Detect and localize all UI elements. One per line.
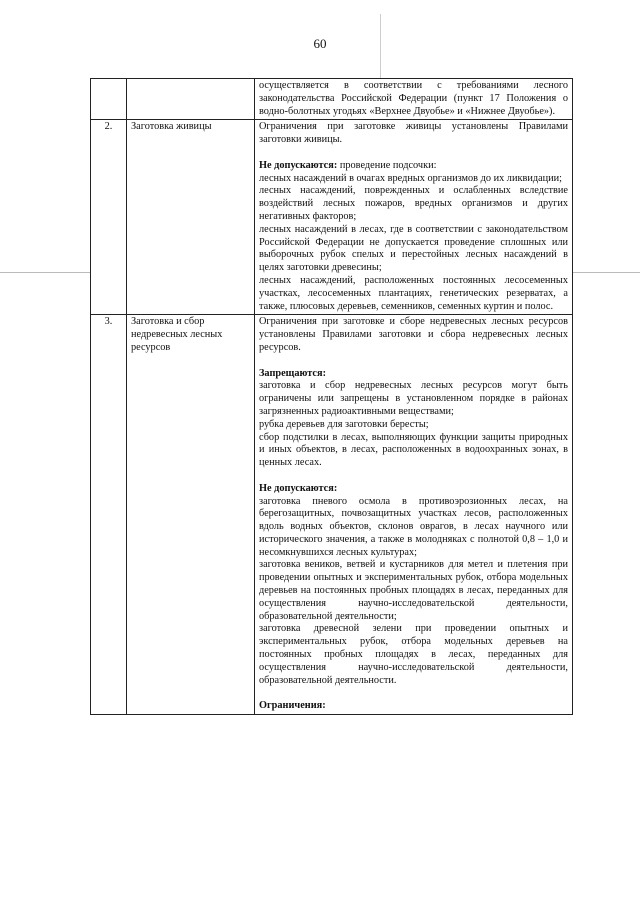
paragraph-text: лесных насаждений, расположенных постоянных лесосеменных участках, лесосеменных плантациях, генетических резерватах, а также, плюсовых деревьев, семенников, семенных куртин и полос. xyxy=(259,274,568,312)
table-row xyxy=(91,120,573,315)
section-heading: Ограничения: xyxy=(259,700,326,712)
restriction-paragraph xyxy=(259,559,568,623)
restriction-paragraph xyxy=(259,380,568,418)
restriction-paragraph xyxy=(259,368,568,381)
regulations-table xyxy=(90,78,573,715)
restriction-paragraph xyxy=(259,185,568,223)
restrictions-cell xyxy=(255,315,573,715)
section-heading: Не допускаются: xyxy=(259,482,338,494)
restrictions-cell xyxy=(255,120,573,315)
section-heading: Не допускаются: xyxy=(259,159,338,171)
scan-artifact-line xyxy=(0,272,90,273)
activity-name-cell: Заготовка живицы xyxy=(127,120,255,315)
restriction-paragraph xyxy=(259,700,568,713)
restriction-paragraph xyxy=(259,275,568,313)
page-number: 60 xyxy=(313,36,327,51)
paragraph-text: осуществляется в соответствии с требованиями лесного законодательства Российской Федерации (пункт 17 Положения о водно-болотных угодьях «Верхнее Двуобье» и «Нижнее Двуобье»). xyxy=(259,80,568,117)
row-number-cell: 2. xyxy=(91,120,127,315)
restriction-paragraph xyxy=(259,224,568,275)
activity-name-cell: Заготовка и сбор недревесных лесных ресурсов xyxy=(127,315,255,715)
restriction-paragraph xyxy=(259,121,568,147)
paragraph-text: заготовка веников, ветвей и кустарников для метел и плетения при проведении опытных и экспериментальных рубок, отбора модельных деревьев на постоянных пробных площадях в лесах, переданных для осуществления научно-исследовательской деятельности, образовательной деятельности; xyxy=(259,559,568,622)
restriction-paragraph xyxy=(259,80,568,118)
section-heading: Запрещаются: xyxy=(259,367,327,379)
restriction-paragraph xyxy=(259,160,568,173)
activity-name-cell xyxy=(127,79,255,120)
scan-artifact-line xyxy=(572,272,640,273)
restriction-paragraph xyxy=(259,623,568,687)
paragraph-text: проведение подсочки: xyxy=(337,159,437,171)
paragraph-gap xyxy=(259,147,568,160)
paragraph-gap xyxy=(259,687,568,700)
table-row xyxy=(91,315,573,715)
restrictions-cell xyxy=(255,79,573,120)
paragraph-text: рубка деревьев для заготовки бересты; xyxy=(259,418,429,430)
row-number-cell xyxy=(91,79,127,120)
row-number-cell: 3. xyxy=(91,315,127,715)
paragraph-gap xyxy=(259,355,568,368)
paragraph-text: заготовка и сбор недревесных лесных ресурсов могут быть ограничены или запрещены в установленном порядке в районах загрязненных радиоактивными веществами; xyxy=(259,380,568,417)
restriction-paragraph xyxy=(259,483,568,496)
paragraph-text: Ограничения при заготовке и сборе недревесных лесных ресурсов установлены Правилами заготовки и сбора недревесных лесных ресурсов. xyxy=(259,316,568,353)
restriction-paragraph xyxy=(259,432,568,470)
paragraph-text: лесных насаждений в очагах вредных организмов до их ликвидации; xyxy=(259,172,563,184)
paragraph-text: лесных насаждений, поврежденных и ослабленных вследствие воздействий лесных пожаров, вредных организмов и других негативных факторов; xyxy=(259,185,568,222)
restriction-paragraph xyxy=(259,173,568,186)
paragraph-gap xyxy=(259,470,568,483)
restriction-paragraph xyxy=(259,496,568,560)
paragraph-text: Ограничения при заготовке живицы установлены Правилами заготовки живицы. xyxy=(259,121,568,146)
restriction-paragraph xyxy=(259,419,568,432)
scan-artifact-line xyxy=(380,14,381,78)
table-row xyxy=(91,79,573,120)
restriction-paragraph xyxy=(259,316,568,354)
paragraph-text: заготовка пневого осмола в противоэрозионных лесах, на берегозащитных, почвозащитных участках лесов, расположенных вдоль водных объектов, склонов оврагов, в лесах научного или исторического значения, а также в молодняках с полнотой 0,8 – 1,0 и несомкнувшихся лесных культурах; xyxy=(259,495,568,558)
paragraph-text: лесных насаждений в лесах, где в соответствии с законодательством Российской Федерации не допускается проведение сплошных или выборочных рубок спелых и перестойных лесных насаждений в целях заготовки древесины; xyxy=(259,223,568,274)
paragraph-text: сбор подстилки в лесах, выполняющих функции защиты природных и иных объектов, в лесах, расположенных в водоохранных зонах, в ценных лесах. xyxy=(259,431,568,469)
paragraph-text: заготовка древесной зелени при проведении опытных и экспериментальных рубок, отбора модельных деревьев на постоянных пробных площадях в лесах, переданных для осуществления научно-исследовательской деятельности, образовательной деятельности. xyxy=(259,623,568,686)
